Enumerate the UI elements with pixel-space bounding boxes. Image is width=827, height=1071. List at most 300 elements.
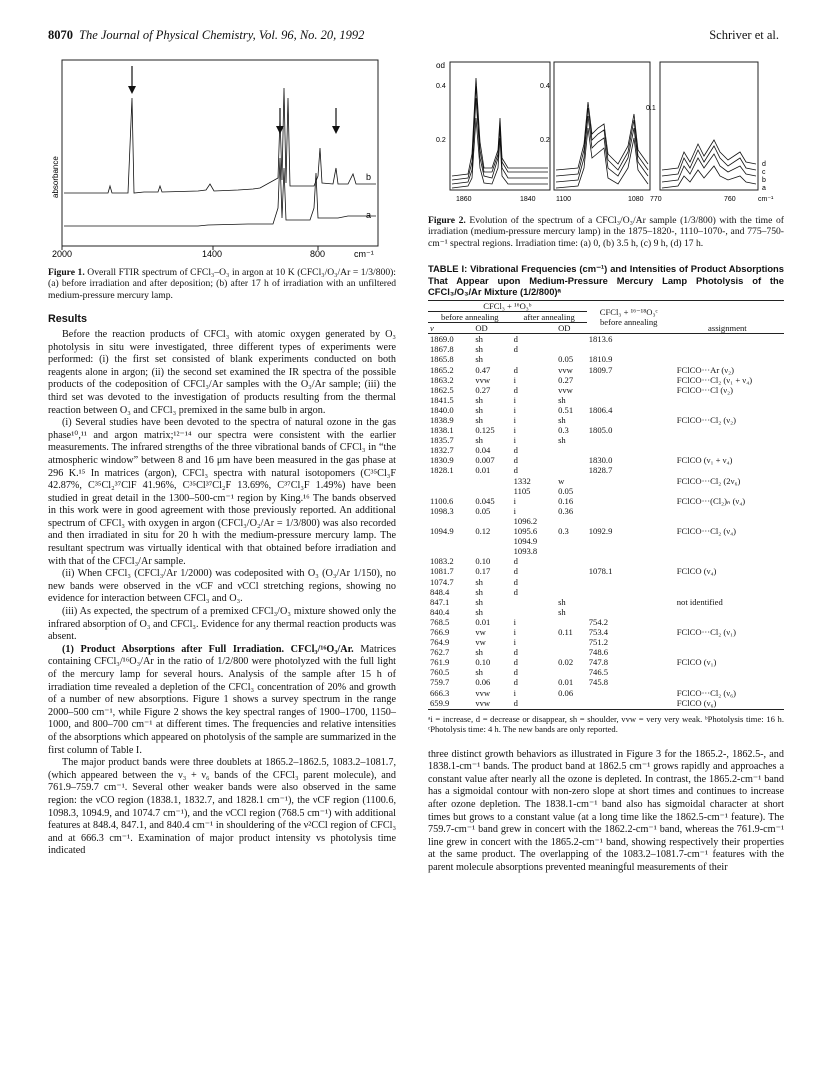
table-cell bbox=[587, 556, 671, 566]
table-cell bbox=[512, 597, 556, 607]
table-cell: d bbox=[513, 465, 518, 476]
table-row bbox=[428, 445, 784, 455]
fig2-label-a: a bbox=[762, 185, 766, 192]
table-cell: 0.05 bbox=[475, 505, 491, 516]
table-cell: d bbox=[513, 667, 518, 678]
table-row bbox=[428, 375, 784, 385]
table-cell bbox=[671, 516, 784, 526]
table-cell: 1840.0 bbox=[430, 404, 454, 415]
table-cell: 1862.5 bbox=[430, 384, 454, 395]
table-cell: d bbox=[513, 384, 518, 395]
table-cell: 1332 bbox=[513, 475, 531, 486]
table-row bbox=[428, 556, 784, 566]
table-cell bbox=[671, 395, 784, 405]
table-cell: 0.11 bbox=[558, 626, 573, 637]
table-cell: 751.2 bbox=[588, 637, 609, 648]
table-cell: i bbox=[513, 425, 516, 436]
table-cell bbox=[473, 546, 511, 556]
table-cell: sh bbox=[475, 394, 483, 405]
table-cell: d bbox=[513, 677, 518, 688]
table-row bbox=[428, 476, 784, 486]
table-cell: 1838.9 bbox=[430, 415, 454, 426]
table-cell bbox=[556, 566, 587, 576]
figure2-plot bbox=[428, 58, 784, 206]
table-cell: not identified bbox=[676, 596, 723, 607]
fig2-x-unit: cm⁻¹ bbox=[758, 196, 774, 203]
table-cell bbox=[556, 344, 587, 354]
figure2-caption bbox=[428, 215, 784, 250]
results-paragraph-5 bbox=[48, 644, 396, 757]
table-cell: sh bbox=[475, 435, 483, 446]
table-cell bbox=[587, 516, 671, 526]
table-cell: sh bbox=[475, 354, 483, 365]
table-cell: 1828.1 bbox=[430, 465, 454, 476]
figure1-caption-text: Overall FTIR spectrum of CFCl₃–O₃ in argon at 10 K (CFCl₃/O₃/Ar = 1/3/800): (a) before irradiation and after deposition; (b) after 17 h of irradiation with an unfiltered medium-pressure mercury lamp. bbox=[48, 266, 396, 301]
table-cell: 1869.0 bbox=[430, 334, 454, 345]
table-cell bbox=[671, 354, 784, 364]
fig1-tick-800: 800 bbox=[310, 249, 326, 258]
table-cell: 1094.9 bbox=[430, 526, 454, 537]
table-cell: vvw bbox=[475, 374, 491, 385]
table-row bbox=[428, 637, 784, 647]
table-cell: 1081.7 bbox=[430, 566, 454, 577]
table-cell: 1094.9 bbox=[513, 536, 538, 547]
table1-before-header: before annealing bbox=[428, 312, 512, 323]
table-cell: 0.51 bbox=[558, 404, 574, 415]
table-cell: 1809.7 bbox=[588, 364, 613, 375]
table-cell bbox=[428, 546, 473, 556]
table-cell bbox=[671, 334, 784, 345]
table-cell: sh bbox=[475, 647, 483, 658]
table-cell bbox=[671, 587, 784, 597]
table-cell: 1092.9 bbox=[588, 526, 613, 537]
table-row bbox=[428, 334, 784, 345]
table-cell: 659.9 bbox=[430, 697, 450, 708]
fig1-label-b: b bbox=[366, 172, 372, 182]
table-cell bbox=[671, 647, 784, 657]
journal-title: The Journal of Physical Chemistry, Vol. 96, No. 20, 1992 bbox=[79, 28, 365, 42]
table-row bbox=[428, 667, 784, 677]
table-cell: 768.5 bbox=[430, 616, 450, 627]
table-cell: FClCO···Cl₂ (ν₁) bbox=[676, 626, 737, 637]
table-cell bbox=[587, 375, 671, 385]
table-cell bbox=[671, 465, 784, 475]
table-cell bbox=[671, 667, 784, 677]
table-cell: 0.17 bbox=[475, 566, 491, 577]
table-cell: 1074.7 bbox=[430, 576, 454, 587]
right-column bbox=[428, 58, 784, 874]
table-cell: sh bbox=[475, 404, 483, 415]
results-paragraph-1: Before the reaction products of CFCl₃ with atomic oxygen generated by O₃ photolysis in situ were investigated, three different types of experiments were performed: (i) the first set consisted of blank experiments conducted on both reagents alone in argon; (ii) the second set examined the IR spectra of the possible products of the codeposition of CFCl₃/Ar samples with the O₃/Ar sample; (iii) the third set was devoted to the investigation of products resulting from the thermal reaction between O₃ and CFCl₃ premixed in the same bulb in argon. bbox=[48, 328, 396, 416]
table-cell bbox=[671, 637, 784, 647]
table-cell: 840.4 bbox=[430, 606, 450, 617]
table-row bbox=[428, 536, 784, 546]
table-cell: d bbox=[513, 647, 518, 658]
fig2-y-02b: 0.2 bbox=[540, 137, 550, 144]
table-cell: d bbox=[513, 364, 518, 375]
table-cell: 745.8 bbox=[588, 677, 609, 688]
table-cell: 0.06 bbox=[558, 687, 574, 698]
results-paragraph-2: (i) Several studies have been devoted to the spectra of natural ozone in the gas phase¹⁰,¹¹ and argon matrix;¹²⁻¹⁴ our spectra were consistent with the earlier measurements. The infrared strengths of the three vibrational bands of CFCl₃ in “the atmospheric window” between 8 and 16 μm have been measured in the gas phase at 296 K.¹⁵ In matrices (argon), CFCl₃ spectra with natural isotopomers (C³⁵Cl₃F 42.87%, C³⁵Cl₂³⁷ClF 41.96%, C³⁵Cl³⁷Cl₂F 13.69%, C³⁷Cl₃F 1.49%) have been studied in great detail in the 1300–500-cm⁻¹ region by King.¹⁶ The bands observed in this work were in good agreement with those previously reported. An additional spectrum of CFCl₃ with oxygen in argon (CFCl₃/O₂/Ar = 1/3/800) was also recorded and then irradiated in situ for 20 h with the medium-pressure mercury lamp. The resultant spectrum was virtually identical with that obtained before irradiation and with that of the CFCl₃/Ar sample. bbox=[48, 417, 396, 567]
table-cell bbox=[428, 476, 473, 486]
table-row bbox=[428, 677, 784, 687]
fig2-panel2-traces bbox=[556, 102, 648, 188]
table-cell: FClCO···Cl₂ (ν₁ + ν₄) bbox=[676, 374, 753, 385]
fig1-trace-a bbox=[64, 158, 376, 226]
table-cell: 1863.2 bbox=[430, 374, 454, 385]
table-cell: vvw bbox=[558, 364, 573, 375]
fig1-tick-2000: 2000 bbox=[52, 249, 73, 258]
table1-after-header: after annealing bbox=[512, 312, 587, 323]
table-cell bbox=[671, 425, 784, 435]
table-row bbox=[428, 405, 784, 415]
table-row bbox=[428, 627, 784, 637]
table-cell: vw bbox=[475, 637, 486, 648]
table-cell: d bbox=[513, 445, 518, 456]
table-row bbox=[428, 546, 784, 556]
table-cell bbox=[556, 516, 587, 526]
table-cell: FClCO (ν₆) bbox=[676, 697, 717, 708]
table-row bbox=[428, 385, 784, 395]
table-cell: 764.9 bbox=[430, 637, 450, 648]
running-header bbox=[48, 28, 779, 44]
table-row bbox=[428, 354, 784, 364]
table-row bbox=[428, 526, 784, 536]
table-cell: sh bbox=[475, 334, 483, 345]
table-cell bbox=[587, 496, 671, 506]
table-cell: 1105 bbox=[513, 485, 531, 496]
table-cell bbox=[587, 597, 671, 607]
fig1-ylabel: absorbance bbox=[51, 156, 60, 198]
table-cell: vvw bbox=[475, 687, 491, 698]
table1 bbox=[428, 300, 784, 708]
fig2-od-label: od bbox=[436, 61, 445, 70]
table-cell bbox=[556, 334, 587, 345]
figure2-caption-text: Evolution of the spectrum of a CFCl₃/O₃/Ar sample (1/3/800) with the time of irradiation (medium-pressure mercury lamp) in the 1875–1820-, 1110–1070-, and 775–750-cm⁻¹ spectral regions. Irradiation time: (a) 0, (b) 3.5 h, (c) 9 h, (d) 17 h. bbox=[428, 214, 784, 249]
table-cell bbox=[556, 617, 587, 627]
table-cell: 0.045 bbox=[475, 495, 495, 506]
table-cell: i bbox=[513, 404, 516, 415]
table-cell bbox=[671, 556, 784, 566]
table-cell: 0.125 bbox=[475, 425, 495, 436]
table-cell bbox=[428, 536, 473, 546]
figure1-caption bbox=[48, 267, 396, 302]
table-cell bbox=[587, 445, 671, 455]
table-cell: vw bbox=[475, 626, 486, 637]
table-row bbox=[428, 577, 784, 587]
table-cell bbox=[473, 486, 511, 496]
table-cell: FClCO···Ar (ν₂) bbox=[676, 364, 734, 375]
table-cell bbox=[587, 344, 671, 354]
journal-line bbox=[48, 28, 364, 43]
table-cell: 0.06 bbox=[475, 677, 491, 688]
right-column-paragraph: three distinct growth behaviors as illustrated in Figure 3 for the 1865.2-, 1862.5-, and 1838.1-cm⁻¹ bands. The product band at 1862.5 cm⁻¹ grows rapidly and approaches a constant value after nearly all the ozone is depleted. In contrast, the 1865.2-cm⁻¹ band has a sigmoidal contour with non-zero slope at short times and continues to increase after ozone depletion. The 1838.1-cm⁻¹ band also has sigmoidal character at short times but grows to a constant value (at a long time like the 1862.5-cm⁻¹ feature). The 759.7-cm⁻¹ band grew in concert with the 1862.2-cm⁻¹ band, whereas the 761.9-cm⁻¹ line grew in concert with the 1865.2-cm⁻¹ band, showing respectively their properties at the same product. The overlapping of the 1083.2–1081.7-cm⁻¹ features with the parent molecule absorptions prevented meaningful measurements of their bbox=[428, 748, 784, 873]
table-cell: i bbox=[513, 374, 516, 385]
table-row bbox=[428, 587, 784, 597]
fig2-x-1860: 1860 bbox=[456, 196, 472, 203]
table-cell: 0.27 bbox=[475, 384, 491, 395]
table-cell bbox=[556, 445, 587, 455]
table-cell bbox=[556, 556, 587, 566]
table-cell: 0.10 bbox=[475, 657, 491, 668]
table-cell: 1830.9 bbox=[430, 455, 454, 466]
table-row bbox=[428, 617, 784, 627]
table-cell: 1083.2 bbox=[430, 556, 454, 567]
table-cell bbox=[671, 546, 784, 556]
table-cell bbox=[587, 435, 671, 445]
table-cell bbox=[556, 455, 587, 465]
table-cell bbox=[587, 536, 671, 546]
fig2-label-b: b bbox=[762, 177, 766, 184]
table-cell: 0.10 bbox=[475, 556, 491, 567]
table1-col3-header: CFCl₃ + ¹⁶⁻¹⁸O₃ᶜ before annealing bbox=[599, 307, 658, 328]
table-cell: sh bbox=[475, 667, 483, 678]
table-cell: i bbox=[513, 505, 516, 516]
fig2-x-1840: 1840 bbox=[520, 196, 536, 203]
table-cell: 1828.7 bbox=[588, 465, 613, 476]
table-cell bbox=[556, 546, 587, 556]
table-cell bbox=[556, 667, 587, 677]
table-row bbox=[428, 698, 784, 708]
table-cell: 754.2 bbox=[588, 616, 609, 627]
figure1-caption-label: Figure 1. bbox=[48, 266, 85, 278]
results-paragraph-4: (iii) As expected, the spectrum of a premixed CFCl₃/O₃ mixture showed only the infrared absorption of O₃ and CFCl₃. Evidence for any thermal reaction products was absent. bbox=[48, 606, 396, 643]
table-cell: 1832.7 bbox=[430, 445, 454, 456]
table-cell: vvw bbox=[475, 697, 491, 708]
table-cell: d bbox=[513, 455, 518, 466]
fig2-x-760: 760 bbox=[724, 196, 736, 203]
table-cell: d bbox=[513, 697, 518, 708]
table-cell bbox=[556, 587, 587, 597]
fig2-y-04b: 0.4 bbox=[540, 83, 550, 90]
table-cell bbox=[587, 395, 671, 405]
table1-nu-header: ν bbox=[430, 323, 434, 334]
table-cell: 0.3 bbox=[558, 526, 569, 537]
table1-group-header: CFCl₃ + ¹⁶O₃ᵇ bbox=[428, 300, 587, 311]
table-cell: 0.04 bbox=[475, 445, 491, 456]
table-cell: 0.16 bbox=[558, 495, 574, 506]
table-cell: FClCO···(Cl₂)ₙ (ν₄) bbox=[676, 495, 746, 506]
results-paragraph-6: The major product bands were three doublets at 1865.2–1862.5, 1083.2–1081.7, (which appeared between the ν₃ + ν₆ bands of the CFCl₃ parent molecule), and 761.9–759.7 cm⁻¹. Several other weaker bands were also observed in the same region: the νCO region (1838.1, 1832.7, and 1828.1 cm⁻¹), the νCF region (1100.6, 1098.3, 1094.9, and 1074.7 cm⁻¹), and the νCCl region (768.5 cm⁻¹) with additional features at 848.4, 847.1, and 840.4 cm⁻¹ in shouldering of the ν²CCl region of CFCl₃ and at 666.3 cm⁻¹. Examination of major product intensity vs photolysis time indicated bbox=[48, 757, 396, 857]
table-cell: i bbox=[513, 394, 516, 405]
table-cell bbox=[587, 476, 671, 486]
results-paragraph-3: (ii) When CFCl₃ (CFCl₃/Ar 1/2000) was codeposited with O₃ (O₃/Ar 1/150), no new bands were observed in the νCF and νCCl stretching regions, showing no evidence for interaction between CFCl₃ and O₃. bbox=[48, 568, 396, 605]
subsection-heading: (1) Product Absorptions after Full Irradiation. CFCl₃/¹⁶O₃/Ar. bbox=[62, 643, 354, 655]
table-cell bbox=[556, 465, 587, 475]
table-cell: i bbox=[513, 616, 516, 627]
table-row bbox=[428, 657, 784, 667]
table-cell: 1813.6 bbox=[588, 334, 613, 345]
table-row bbox=[428, 607, 784, 617]
table-cell: 1865.2 bbox=[430, 364, 454, 375]
table-cell: 1078.1 bbox=[588, 566, 613, 577]
table-cell: 746.5 bbox=[588, 667, 609, 678]
table-cell: 748.6 bbox=[588, 647, 609, 658]
table-cell: sh bbox=[475, 576, 483, 587]
results-paragraph-5-text: Matrices containing CFCl₃/¹⁶O₃/Ar in the ratio of 1/2/800 were photolyzed with the full light of the mercury lamp for several hours. Analysis of the sample after 15 h of irradiation time revealed a depletion of the CFCl₃ concentration of 20% and growth of a number of new absorptions. Figure 1 shows a survey spectrum in the range 2000–500 cm⁻¹, while Figure 2 shows the key spectral ranges of 1900–1700, 1150–1000, and 800–700 cm⁻¹ at different times. The frequencies and relative intensities of the absorptions which appeared on photolysis of the sample are summarized in the first column of Table I. bbox=[48, 643, 397, 756]
left-column bbox=[48, 58, 396, 858]
table-cell: FClCO···Cl₂ (ν₆) bbox=[676, 687, 737, 698]
table-row bbox=[428, 455, 784, 465]
table-cell bbox=[671, 506, 784, 516]
table-row bbox=[428, 395, 784, 405]
table-cell bbox=[671, 445, 784, 455]
table-cell bbox=[428, 486, 473, 496]
table-row bbox=[428, 506, 784, 516]
table1-body bbox=[428, 334, 784, 708]
table-cell: 1805.0 bbox=[588, 425, 613, 436]
table-cell bbox=[587, 415, 671, 425]
table-cell bbox=[587, 506, 671, 516]
table-cell: FClCO···Cl₂ (ν₂) bbox=[676, 415, 737, 426]
table-cell: FClCO (ν₁ + ν₄) bbox=[676, 455, 733, 466]
table-cell: 1841.5 bbox=[430, 394, 454, 405]
table-cell: 0.27 bbox=[558, 374, 574, 385]
table-cell bbox=[671, 536, 784, 546]
table-cell: sh bbox=[558, 606, 566, 617]
fig2-y-02a: 0.2 bbox=[436, 137, 446, 144]
table-row bbox=[428, 688, 784, 698]
fig2-label-d: d bbox=[762, 161, 766, 168]
table-cell: 1093.8 bbox=[513, 546, 538, 557]
table-cell bbox=[587, 385, 671, 395]
table-cell: 0.05 bbox=[558, 485, 574, 496]
table-cell: 1865.8 bbox=[430, 354, 454, 365]
table-cell bbox=[587, 587, 671, 597]
table-cell bbox=[671, 344, 784, 354]
table-cell bbox=[671, 677, 784, 687]
table-cell: 0.47 bbox=[475, 364, 491, 375]
table-cell: i bbox=[513, 687, 516, 698]
table-cell: sh bbox=[475, 596, 483, 607]
table-cell: d bbox=[513, 334, 518, 345]
table-cell: d bbox=[513, 657, 518, 668]
table-cell: sh bbox=[558, 596, 566, 607]
table-cell: sh bbox=[558, 415, 566, 426]
table-cell bbox=[473, 516, 511, 526]
table1-title: TABLE I: Vibrational Frequencies (cm⁻¹) and Intensities of Product Absorptions That Appear upon Medium-Pressure Mercury Lamp Photolysis of the CFCl₃/O₃/Ar Mixture (1/2/800)ᵃ bbox=[428, 263, 784, 297]
table-cell bbox=[556, 577, 587, 587]
table-row bbox=[428, 486, 784, 496]
table-cell: 0.007 bbox=[475, 455, 495, 466]
table1-od-header-1: OD bbox=[475, 323, 488, 334]
table-cell bbox=[556, 637, 587, 647]
table-cell bbox=[671, 486, 784, 496]
table-cell bbox=[428, 516, 473, 526]
fig1-label-a: a bbox=[366, 210, 372, 220]
table-cell: vvw bbox=[558, 384, 573, 395]
table-cell bbox=[512, 354, 556, 364]
table-cell: 1098.3 bbox=[430, 505, 454, 516]
fig2-y-04a: 0.4 bbox=[436, 83, 446, 90]
table-cell: sh bbox=[475, 606, 483, 617]
table-cell: d bbox=[513, 586, 518, 597]
table-cell bbox=[671, 577, 784, 587]
table-cell: 0.01 bbox=[475, 616, 491, 627]
table-row bbox=[428, 365, 784, 375]
author-line: Schriver et al. bbox=[709, 28, 779, 42]
table-row bbox=[428, 566, 784, 576]
table-cell: 1835.7 bbox=[430, 435, 454, 446]
table-cell: 1830.0 bbox=[588, 455, 613, 466]
table-cell: d bbox=[513, 556, 518, 567]
table-cell bbox=[671, 617, 784, 627]
table-cell: i bbox=[513, 637, 516, 648]
table-cell bbox=[587, 698, 671, 708]
table1-footnote: ᵃi = increase, d = decrease or disappear, sh = shoulder, vvw = very very weak. ᵇPhotolysis time: 16 h. ᶜPhotolysis time: 4 h. The new bands are only reported. bbox=[428, 713, 784, 735]
table-row bbox=[428, 516, 784, 526]
table-cell: 666.3 bbox=[430, 687, 450, 698]
table-cell: FClCO (ν₄) bbox=[676, 566, 717, 577]
fig1-trace-b bbox=[64, 88, 376, 193]
table-row bbox=[428, 496, 784, 506]
table-row bbox=[428, 415, 784, 425]
table-row bbox=[428, 647, 784, 657]
fig1-tick-unit: cm⁻¹ bbox=[354, 249, 374, 258]
table-cell: sh bbox=[558, 435, 566, 446]
fig2-x-1100: 1100 bbox=[556, 196, 572, 203]
fig2-x-1080: 1080 bbox=[628, 196, 644, 203]
table-cell: 759.7 bbox=[430, 677, 450, 688]
table-cell bbox=[473, 476, 511, 486]
table-cell bbox=[587, 577, 671, 587]
fig1-tick-1400: 1400 bbox=[202, 249, 223, 258]
fig2-panel3-traces bbox=[662, 140, 756, 188]
fig2-y-01c: 0.1 bbox=[646, 105, 656, 112]
table-cell bbox=[556, 647, 587, 657]
table-cell: 0.3 bbox=[558, 425, 569, 436]
table-cell: FClCO (ν₁) bbox=[676, 657, 717, 668]
table-row bbox=[428, 425, 784, 435]
table-cell bbox=[671, 607, 784, 617]
table-cell: sh bbox=[475, 415, 483, 426]
table-row bbox=[428, 597, 784, 607]
table-cell bbox=[671, 435, 784, 445]
figure1-plot bbox=[48, 58, 396, 258]
table-cell: 847.1 bbox=[430, 596, 450, 607]
table-cell: FClCO···Cl (ν₂) bbox=[676, 384, 734, 395]
table-cell: i bbox=[513, 626, 516, 637]
table-cell: 0.01 bbox=[475, 465, 491, 476]
table-cell: sh bbox=[558, 394, 566, 405]
table-cell: 766.9 bbox=[430, 626, 450, 637]
table-cell: d bbox=[513, 576, 518, 587]
table-cell bbox=[587, 688, 671, 698]
table-cell: 1867.8 bbox=[430, 344, 454, 355]
table-cell bbox=[556, 698, 587, 708]
table-cell: i bbox=[513, 415, 516, 426]
fig2-x-770: 770 bbox=[650, 196, 662, 203]
table-cell: d bbox=[513, 566, 518, 577]
table-cell: 761.9 bbox=[430, 657, 450, 668]
table-cell: 0.12 bbox=[475, 526, 491, 537]
table-cell: 0.05 bbox=[558, 354, 574, 365]
table-cell: 762.7 bbox=[430, 647, 450, 658]
table-cell: 0.01 bbox=[558, 677, 574, 688]
fig2-label-c: c bbox=[762, 169, 766, 176]
table-cell bbox=[556, 536, 587, 546]
table-cell bbox=[587, 546, 671, 556]
figure2-caption-label: Figure 2. bbox=[428, 214, 466, 226]
table-cell: 747.8 bbox=[588, 657, 609, 668]
table-cell: FClCO···Cl₂ (ν₄) bbox=[676, 526, 737, 537]
table-row bbox=[428, 344, 784, 354]
table-cell: sh bbox=[475, 586, 483, 597]
table-cell: 1096.2 bbox=[513, 515, 538, 526]
table-cell: d bbox=[513, 344, 518, 355]
fig2-panel1-traces bbox=[452, 78, 548, 188]
table-cell: i bbox=[513, 495, 516, 506]
